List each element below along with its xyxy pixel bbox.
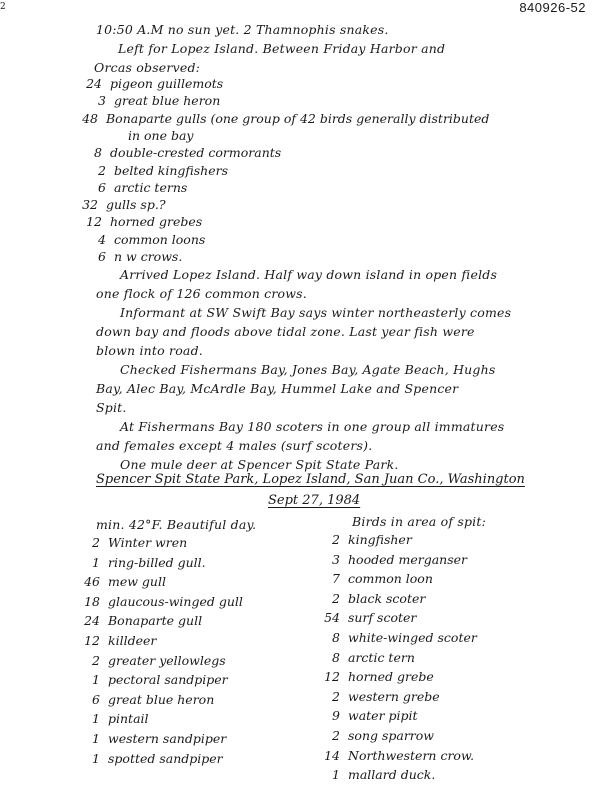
species: kingfisher bbox=[348, 532, 412, 547]
species: white-winged scoter bbox=[348, 629, 477, 645]
species: great blue heron bbox=[114, 93, 221, 109]
list-item bbox=[80, 670, 243, 690]
species: in one bay bbox=[128, 127, 194, 143]
note-line: one flock of 126 common crows. bbox=[96, 286, 307, 301]
list-item bbox=[80, 631, 243, 651]
note-line: Arrived Lopez Island. Half way down island in open fields bbox=[120, 267, 498, 282]
count: 9 bbox=[332, 708, 340, 724]
count: 2 bbox=[332, 688, 340, 704]
list-item bbox=[320, 550, 477, 570]
species: belted kingfishers bbox=[114, 162, 229, 178]
species: glaucous-winged gull bbox=[108, 593, 243, 609]
list-item bbox=[80, 533, 243, 553]
count: 32 bbox=[82, 197, 98, 213]
species: horned grebe bbox=[348, 669, 434, 685]
species: common loons bbox=[114, 231, 206, 247]
list-item bbox=[86, 232, 205, 248]
list-item bbox=[80, 651, 243, 671]
left-heading: min. 42°F. Beautiful day. bbox=[96, 517, 257, 532]
list-item bbox=[82, 145, 281, 161]
section-date: Sept 27, 1984 bbox=[268, 493, 361, 508]
corner-mark: 2 bbox=[0, 2, 6, 12]
list-item bbox=[80, 553, 243, 573]
count: 12 bbox=[324, 669, 340, 685]
count: 1 bbox=[92, 711, 100, 727]
list-item bbox=[82, 214, 202, 230]
note-line: Orcas observed: bbox=[94, 60, 201, 75]
species: arctic tern bbox=[348, 649, 415, 665]
count: 8 bbox=[332, 649, 340, 665]
list-item bbox=[86, 249, 182, 265]
list-item bbox=[86, 93, 220, 109]
list-item bbox=[78, 197, 166, 213]
list-item bbox=[86, 163, 228, 179]
count: 6 bbox=[98, 249, 106, 264]
list-item bbox=[100, 128, 194, 144]
species: pigeon guillemots bbox=[110, 76, 224, 91]
count: 6 bbox=[92, 691, 100, 707]
species: mallard duck. bbox=[348, 767, 436, 783]
note-line: blown into road. bbox=[96, 343, 203, 358]
note-line: down bay and floods above tidal zone. Last year fish were bbox=[96, 324, 475, 339]
species: black scoter bbox=[348, 590, 426, 606]
count: 1 bbox=[332, 767, 340, 783]
count: 12 bbox=[84, 632, 100, 648]
right-bird-list bbox=[320, 530, 477, 785]
list-item bbox=[320, 687, 477, 707]
species: song sparrow bbox=[348, 727, 435, 743]
list-item bbox=[80, 709, 243, 729]
list-item bbox=[320, 608, 477, 628]
list-item bbox=[320, 706, 477, 726]
count: 1 bbox=[92, 750, 100, 766]
count: 2 bbox=[92, 652, 100, 668]
species: n w crows. bbox=[114, 249, 183, 264]
list-item bbox=[320, 589, 477, 609]
count: 2 bbox=[92, 535, 100, 550]
count: 2 bbox=[332, 532, 340, 547]
species: surf scoter bbox=[348, 610, 417, 626]
count: 3 bbox=[332, 551, 340, 567]
species: mew gull bbox=[108, 574, 166, 590]
right-heading: Birds in area of spit: bbox=[352, 514, 486, 529]
species: great blue heron bbox=[108, 691, 215, 707]
list-item bbox=[320, 569, 477, 589]
note-line: Left for Lopez Island. Between Friday Harbor and bbox=[118, 41, 446, 56]
count: 18 bbox=[84, 593, 100, 609]
species: pintail bbox=[108, 711, 149, 727]
note-line: Spit. bbox=[96, 400, 127, 415]
list-item bbox=[78, 111, 489, 127]
section-title: Spencer Spit State Park, Lopez Island, San Juan Co., Washington bbox=[96, 472, 525, 487]
list-item bbox=[320, 530, 477, 550]
count: 1 bbox=[92, 730, 100, 746]
species: pectoral sandpiper bbox=[108, 672, 228, 688]
species: western sandpiper bbox=[108, 730, 227, 746]
list-item bbox=[80, 690, 243, 710]
species: Bonaparte gulls (one group of 42 birds generally distributed bbox=[106, 110, 490, 126]
species: water pipit bbox=[348, 708, 418, 724]
count: 54 bbox=[324, 610, 340, 626]
species: arctic terns bbox=[114, 179, 188, 195]
list-item bbox=[320, 765, 477, 785]
count: 24 bbox=[84, 613, 100, 629]
count: 2 bbox=[332, 590, 340, 606]
species: horned grebes bbox=[110, 214, 203, 230]
count: 8 bbox=[332, 629, 340, 645]
list-item bbox=[86, 180, 187, 196]
count: 4 bbox=[98, 231, 106, 247]
count: 1 bbox=[92, 672, 100, 688]
note-line: 10:50 A.M no sun yet. 2 Thamnophis snakes. bbox=[96, 22, 389, 37]
count: 48 bbox=[82, 110, 98, 126]
count: 14 bbox=[324, 747, 340, 763]
list-item bbox=[82, 76, 223, 92]
species: western grebe bbox=[348, 688, 440, 704]
left-bird-list bbox=[80, 533, 243, 768]
species: killdeer bbox=[108, 632, 157, 648]
note-line: At Fishermans Bay 180 scoters in one group all immatures bbox=[120, 419, 505, 434]
species: greater yellowlegs bbox=[108, 652, 226, 668]
list-item bbox=[80, 611, 243, 631]
species: common loon bbox=[348, 571, 433, 587]
reference-number: 840926-52 bbox=[519, 0, 586, 15]
species: Northwestern crow. bbox=[348, 747, 475, 763]
count: 46 bbox=[84, 574, 100, 590]
list-item bbox=[320, 628, 477, 648]
species: Bonaparte gull bbox=[108, 613, 203, 629]
note-line: One mule deer at Spencer Spit State Park. bbox=[120, 457, 399, 472]
list-item bbox=[320, 746, 477, 766]
note-line: Informant at SW Swift Bay says winter northeasterly comes bbox=[120, 305, 512, 320]
note-line: and females except 4 males (surf scoters). bbox=[96, 438, 373, 453]
species: hooded merganser bbox=[348, 551, 467, 567]
species: gulls sp.? bbox=[106, 197, 166, 213]
list-item bbox=[80, 592, 243, 612]
list-item bbox=[80, 729, 243, 749]
list-item bbox=[80, 749, 243, 769]
count: 1 bbox=[92, 554, 100, 570]
count: 2 bbox=[98, 162, 106, 178]
species: Winter wren bbox=[108, 535, 188, 550]
list-item bbox=[320, 667, 477, 687]
note-line: Bay, Alec Bay, McArdle Bay, Hummel Lake and Spencer bbox=[96, 381, 459, 396]
list-item bbox=[320, 726, 477, 746]
count: 3 bbox=[98, 93, 106, 109]
count: 7 bbox=[332, 571, 340, 587]
species: spotted sandpiper bbox=[108, 750, 223, 766]
count: 12 bbox=[86, 214, 102, 230]
count: 6 bbox=[98, 179, 106, 195]
count: 2 bbox=[332, 727, 340, 743]
note-line: Checked Fishermans Bay, Jones Bay, Agate Beach, Hughs bbox=[120, 362, 496, 377]
species: ring-billed gull. bbox=[108, 554, 206, 570]
count: 8 bbox=[94, 145, 102, 161]
list-item bbox=[320, 648, 477, 668]
species: double-crested cormorants bbox=[110, 145, 282, 161]
count: 24 bbox=[86, 76, 102, 91]
list-item bbox=[80, 572, 243, 592]
